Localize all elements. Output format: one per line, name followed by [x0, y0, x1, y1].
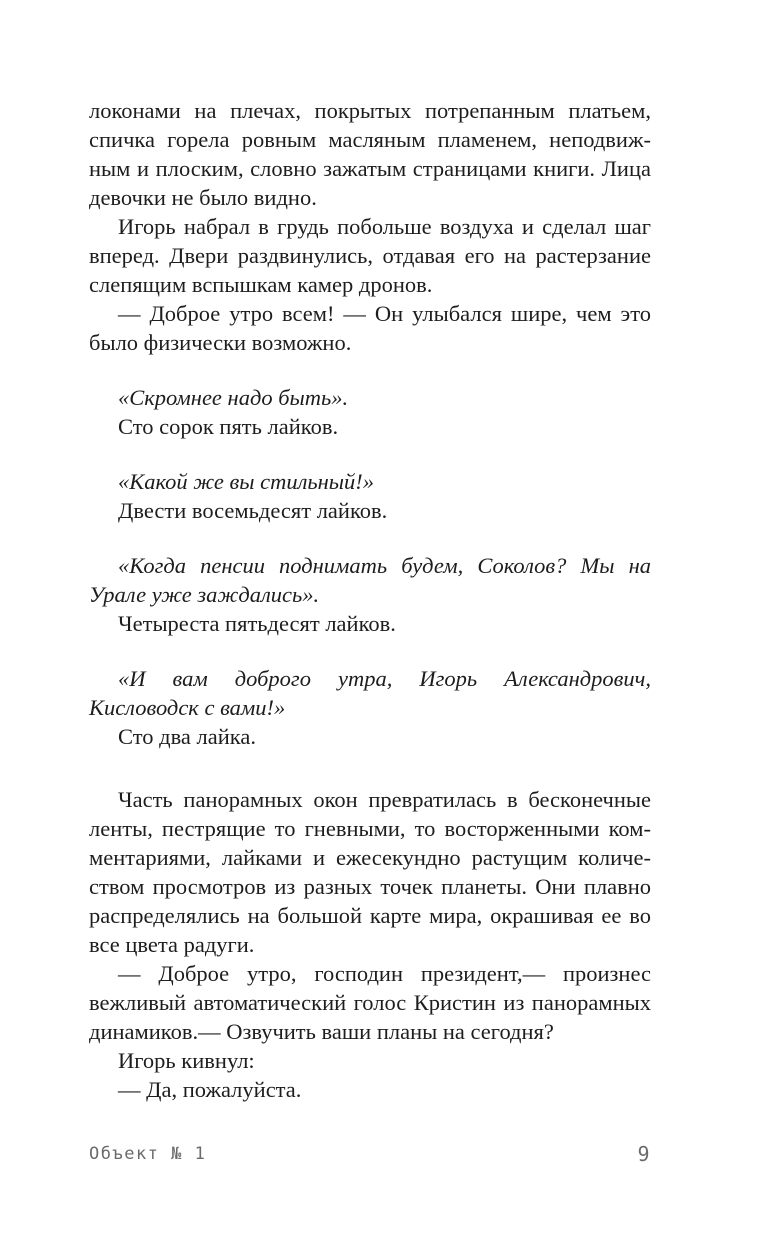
comment-quote: «Когда пенсии поднимать будем, Соколов? Мы на Урале уже заждались». — [89, 553, 651, 607]
comment-likes: Двести восемьдесят лайков. — [118, 498, 388, 523]
paragraph: Игорь кивнул: — [118, 1048, 255, 1073]
page-number: 9 — [637, 1142, 651, 1166]
paragraph: локонами на плечах, покрытых потрепанным платьем, спичка горела ровным масляным пламенем, неподвижным и плоским, словно зажатым страницами книги. Лица девочки не было видно. — [89, 98, 651, 210]
paragraph: — Да, пожалуйста. — [118, 1077, 302, 1102]
comment-quote: «Скромнее надо быть». — [118, 385, 349, 410]
comment-likes: Сто два лайка. — [118, 724, 256, 749]
comment-likes: Четыреста пятьдесят лайков. — [118, 611, 396, 636]
running-title: Объект № 1 — [89, 1144, 207, 1164]
comment-likes: Сто сорок пять лайков. — [118, 414, 339, 439]
page-text — [89, 96, 651, 1104]
comment-quote: «Какой же вы стильный!» — [118, 469, 375, 494]
paragraph: Часть панорамных окон превратилась в бесконечные ленты, пестрящие то гневными, то восторженными комментариями, лайками и ежесекундно растущим количеством просмотров из разных точек планеты. Они плавно распределялись на большой карте мира, окрашивая ее во все цвета радуги. — [89, 787, 651, 957]
paragraph: — Доброе утро всем! — Он улыбался шире, чем это было физически возможно. — [89, 301, 651, 355]
page-footer — [89, 1144, 651, 1172]
paragraph: — Доброе утро, господин президент,— произнес вежливый автоматический голос Кристин из панорамных динамиков.— Озвучить ваши планы на сегодня? — [89, 961, 651, 1044]
paragraph: Игорь набрал в грудь побольше воздуха и сделал шаг вперед. Двери раздвинулись, отдавая его на растерзание слепящим вспышкам камер дронов. — [89, 214, 651, 297]
comment-quote: «И вам доброго утра, Игорь Александрович, Кисловодск с вами!» — [89, 666, 651, 720]
